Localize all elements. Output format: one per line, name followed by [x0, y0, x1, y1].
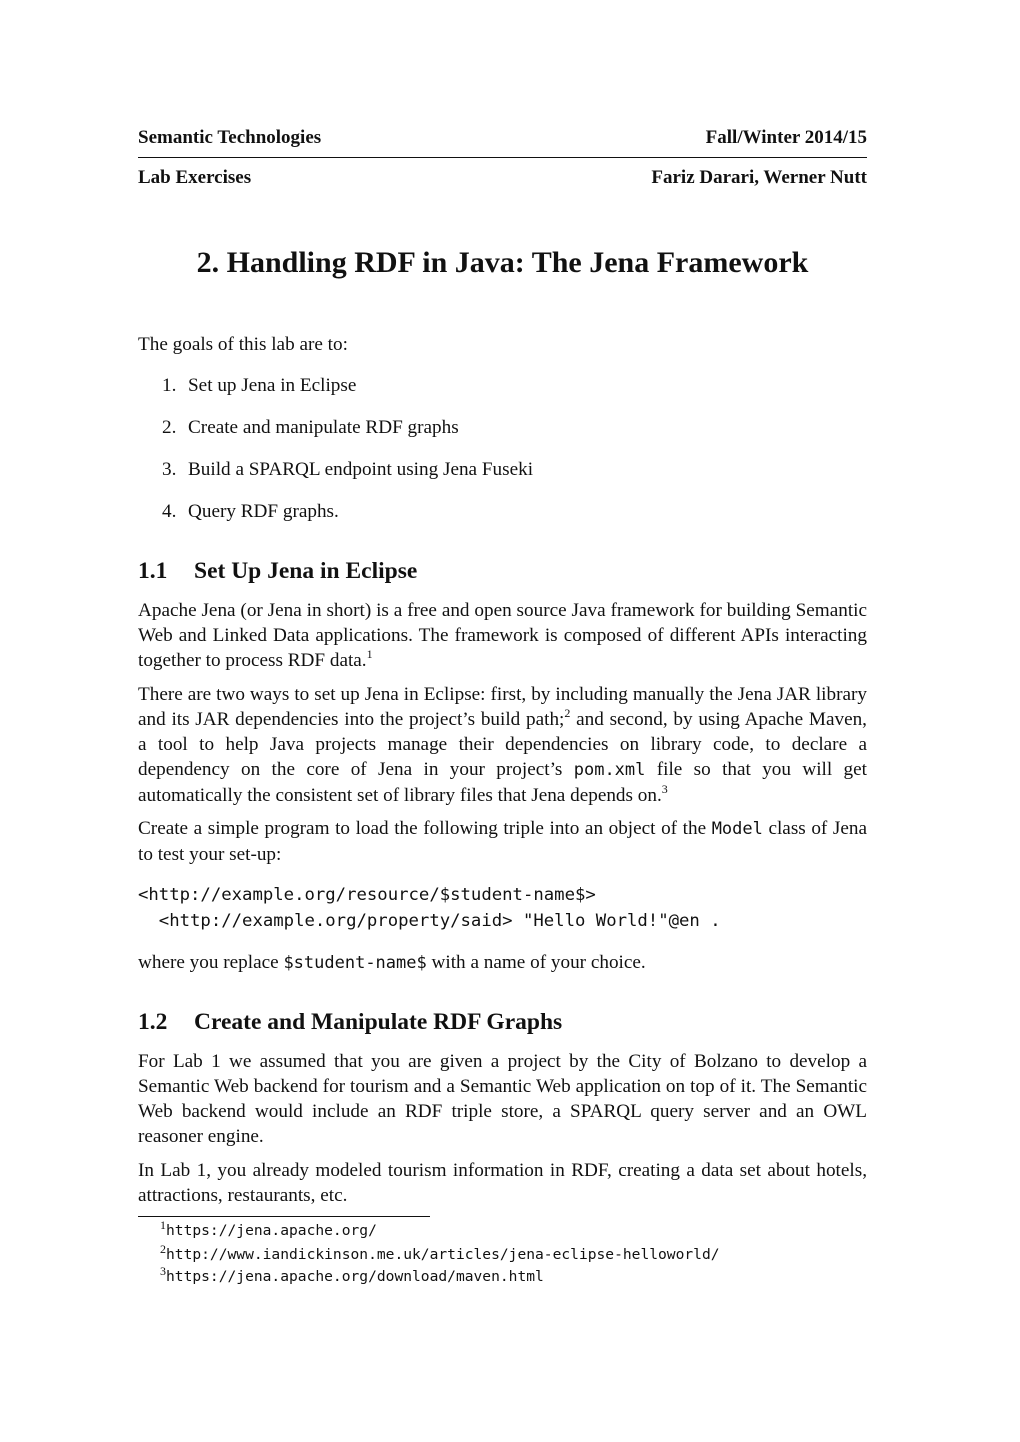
section-heading-1-1: 1.1 Set Up Jena in Eclipse: [138, 558, 418, 584]
code-line: <http://example.org/property/said> "Hello World!"@en .: [138, 911, 721, 931]
code-line: <http://example.org/resource/$student-name$>: [138, 885, 596, 905]
running-header-top: [138, 127, 867, 149]
section-heading-1-2: 1.2 Create and Manipulate RDF Graphs: [138, 1009, 563, 1035]
model-class-code: Model: [711, 819, 763, 839]
section2-paragraph-2: In Lab 1, you already modeled tourism information in RDF, creating a data set about hotels, attractions, restaurants, etc.: [138, 1160, 867, 1206]
footnote-2[interactable]: $^2$http://www.iandickinson.me.uk/articles/jena-eclipse-helloworld/: [160, 1242, 720, 1263]
student-name-code: $student-name$: [283, 953, 427, 973]
footnote-1[interactable]: $^1$https://jena.apache.org/: [160, 1218, 377, 1239]
list-item: 2. Create and manipulate RDF graphs: [162, 417, 459, 438]
section2-paragraph-1: For Lab 1 we assumed that you are given a project by the City of Bolzano to develop a Semantic Web backend for tourism and a Semantic Web application on top of it. The Semantic Web backend would include an RDF triple store, a SPARQL query server and an OWL reasoner engine.: [138, 1051, 867, 1147]
authors: Fariz Darari, Werner Nutt: [651, 167, 867, 188]
section1-paragraph-4: where you replace $student-name$ with a name of your choice.: [138, 952, 646, 973]
code-block: [138, 882, 867, 934]
pom-xml-code: pom.xml: [573, 760, 646, 780]
footnote-link[interactable]: http://www.iandickinson.me.uk/articles/jena-eclipse-helloworld/: [166, 1246, 720, 1263]
list-item: 4. Query RDF graphs.: [162, 501, 339, 522]
course-name: Semantic Technologies: [138, 127, 322, 148]
footnote-ref-2[interactable]: 2: [564, 706, 571, 720]
goals-list: [138, 373, 867, 541]
running-header-bottom: [138, 167, 867, 189]
section1-paragraph-1: Apache Jena (or Jena in short) is a free and open source Java framework for building Semantic Web and Linked Data applications. The framework is composed of different APIs interacting together to process RDF data.$^1$: [138, 600, 867, 671]
footnote-ref-3[interactable]: 3: [661, 782, 668, 796]
section1-paragraph-3: Create a simple program to load the following triple into an object of the Model class of Jena to test your set-up:: [138, 818, 867, 865]
intro-text: The goals of this lab are to:: [138, 334, 348, 355]
footnote-ref-1[interactable]: 1: [366, 647, 373, 661]
document-type: Lab Exercises: [138, 167, 252, 188]
footnote-rule: [138, 1216, 430, 1217]
list-item: 1. Set up Jena in Eclipse: [162, 375, 357, 396]
header-rule: [138, 157, 867, 158]
section1-paragraph-2: There are two ways to set up Jena in Eclipse: first, by including manually the Jena JAR library and its JAR dependencies into the project’s build path;$^2$ and second, by using Apache Maven, a tool to help Java projects manage their dependencies on library code, to declare a dependency on the core of Jena in your project’s pom.xml file so that you will get automatically the consistent set of library files that Jena depends on.$^3$: [138, 684, 868, 806]
footnote-link[interactable]: https://jena.apache.org/: [166, 1222, 377, 1239]
footnote-3[interactable]: $^3$https://jena.apache.org/download/maven.html: [160, 1264, 544, 1285]
footnote-link[interactable]: https://jena.apache.org/download/maven.html: [166, 1268, 544, 1285]
page-title: 2. Handling RDF in Java: The Jena Framework: [196, 246, 809, 279]
list-item: 3. Build a SPARQL endpoint using Jena Fuseki: [162, 459, 534, 480]
term: Fall/Winter 2014/15: [705, 127, 867, 148]
